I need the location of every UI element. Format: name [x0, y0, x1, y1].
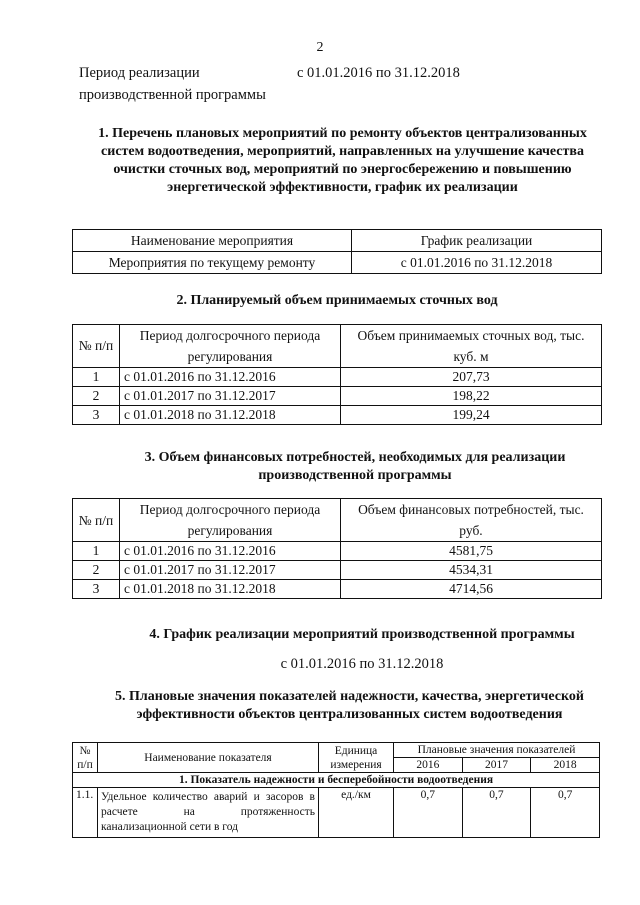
cell-num: 1	[73, 368, 120, 387]
cell-period: с 01.01.2017 по 31.12.2017	[120, 561, 341, 580]
financial-needs-table	[72, 498, 602, 599]
wastewater-volume-table	[72, 324, 602, 425]
section2-heading: 2. Планируемый объем принимаемых сточных вод	[176, 293, 498, 308]
header-planned-values: Плановые значения показателей	[394, 743, 600, 758]
cell-amount: 4534,31	[341, 561, 602, 580]
page-number: 2	[316, 40, 324, 55]
table-row	[73, 580, 602, 599]
cell-volume: 207,73	[341, 368, 602, 387]
header-year-2018: 2018	[531, 758, 600, 773]
cell-amount: 4714,56	[341, 580, 602, 599]
cell-value-2018: 0,7	[531, 788, 600, 838]
table-header-row	[73, 230, 602, 252]
header-num: № п/п	[73, 325, 120, 368]
cell-num: 1	[73, 542, 120, 561]
header-period: Период долгосрочного периода регулирования	[120, 499, 341, 542]
header-measure-name: Наименование мероприятия	[73, 230, 352, 252]
cell-indicator-name: Удельное количество аварий и засоров в расчете на протяженность канализационной сети в год	[98, 788, 319, 838]
cell-period: с 01.01.2018 по 31.12.2018	[120, 406, 341, 425]
table-header-row	[73, 499, 602, 542]
table-row	[73, 561, 602, 580]
header-unit: Единица измерения	[319, 743, 394, 773]
cell-volume: 198,22	[341, 387, 602, 406]
table-row	[73, 406, 602, 425]
cell-period: с 01.01.2018 по 31.12.2018	[120, 580, 341, 599]
group-reliability: 1. Показатель надежности и бесперебойности водоотведения	[73, 773, 600, 788]
cell-period: с 01.01.2016 по 31.12.2016	[120, 542, 341, 561]
header-indicator-name: Наименование показателя	[98, 743, 319, 773]
header-year-2017: 2017	[462, 758, 531, 773]
table-row	[73, 368, 602, 387]
cell-volume: 199,24	[341, 406, 602, 425]
table-header-row	[73, 743, 600, 758]
cell-num: 2	[73, 387, 120, 406]
header-period: Период долгосрочного периода регулирования	[120, 325, 341, 368]
cell-measure: Мероприятия по текущему ремонту	[73, 252, 352, 274]
cell-num: 3	[73, 580, 120, 599]
cell-value-2017: 0,7	[462, 788, 531, 838]
cell-period: с 01.01.2016 по 31.12.2016	[120, 368, 341, 387]
table-row	[73, 542, 602, 561]
header-num: № п/п	[73, 743, 98, 773]
table-row	[73, 788, 600, 838]
section3-heading: 3. Объем финансовых потребностей, необходимых для реализации производственной программы	[144, 450, 566, 483]
table-row	[73, 252, 602, 274]
cell-period: с 01.01.2017 по 31.12.2017	[120, 387, 341, 406]
period-label: Период реализации производственной программы	[79, 65, 266, 103]
section5-heading: 5. Плановые значения показателей надежности, качества, энергетической эффективности объектов централизованных систем водоотведения	[115, 689, 584, 722]
cell-unit: ед./км	[319, 788, 394, 838]
cell-num: 2	[73, 561, 120, 580]
indicators-table	[72, 742, 600, 838]
table-header-row	[73, 325, 602, 368]
cell-num: 1.1.	[73, 788, 98, 838]
header-financial-volume: Объем финансовых потребностей, тыс. руб.	[341, 499, 602, 542]
table-group-row	[73, 773, 600, 788]
section4-heading: 4. График реализации мероприятий производственной программы	[149, 627, 575, 642]
header-schedule: График реализации	[352, 230, 602, 252]
table-row	[73, 387, 602, 406]
cell-schedule: с 01.01.2016 по 31.12.2018	[352, 252, 602, 274]
cell-amount: 4581,75	[341, 542, 602, 561]
measures-table	[72, 229, 602, 274]
section4-period: с 01.01.2016 по 31.12.2018	[280, 656, 444, 672]
header-volume: Объем принимаемых сточных вод, тыс. куб. м	[341, 325, 602, 368]
section1-heading: 1. Перечень плановых мероприятий по ремонту объектов централизованных систем водоотведения, мероприятий, направленных на улучшение качества очистки сточных вод, мероприятий по энергосбережению и повышению энергетической эффективности, график их реализации	[98, 126, 587, 195]
period-value: с 01.01.2016 по 31.12.2018	[297, 65, 460, 81]
header-num: № п/п	[73, 499, 120, 542]
header-year-2016: 2016	[394, 758, 463, 773]
cell-num: 3	[73, 406, 120, 425]
cell-value-2016: 0,7	[394, 788, 463, 838]
